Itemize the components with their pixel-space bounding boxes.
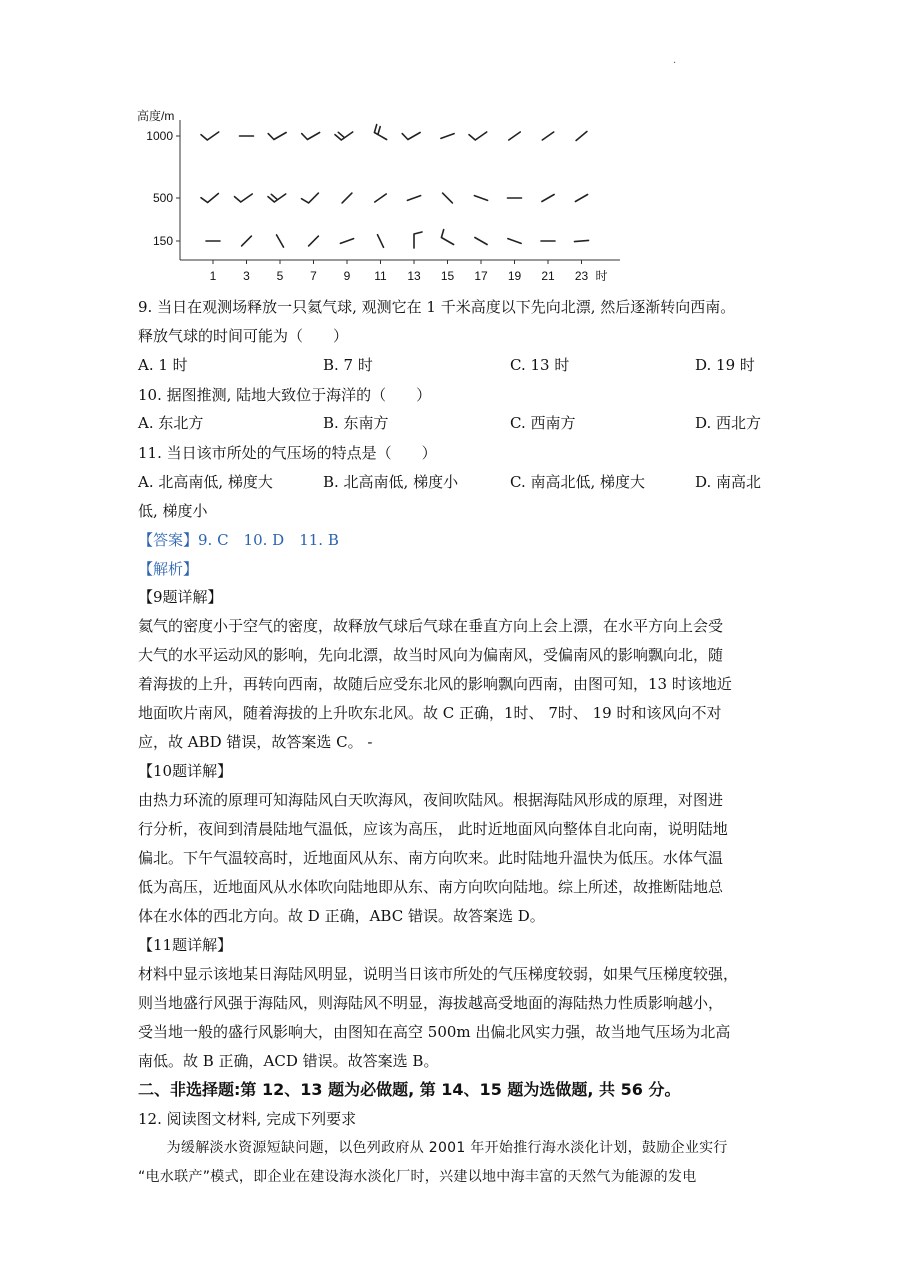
q11-detail-line: 材料中显示该地某日海陆风明显，说明当日该市所处的气压梯度较弱，如果气压梯度较强， (138, 965, 739, 983)
wind-barb (335, 132, 353, 140)
q11-option-b: B. 北高南低, 梯度小 (323, 473, 459, 491)
question-9-stem: 9. 当日在观测场释放一只氦气球, 观测它在 1 千米高度以下先向北漂, 然后逐渐转向西南。 (138, 298, 736, 316)
q9-option-d: D. 19 时 (695, 356, 755, 374)
wind-barbs (201, 125, 589, 248)
wind-barb (508, 239, 521, 244)
q10-detail-line: 低为高压，近地面风从水体吹向陆地即从东、南方向吹向陆地。综上所述，故推断陆地总 (138, 878, 724, 896)
material-text: 为缓解淡水资源短缺问题，以色列政府从 2001 年开始推行海水淡化计划，鼓励企业实行 (138, 1140, 728, 1156)
wind-barb (268, 194, 286, 202)
wind-barb (302, 193, 319, 203)
wind-barb (407, 196, 420, 201)
x-tick-label: 19 (507, 269, 522, 283)
question-12-stem: 12. 阅读图文材料, 完成下列要求 (138, 1110, 357, 1128)
q9-detail-line: 应，故 ABD 错误，故答案选 C。 - (138, 733, 373, 751)
wind-barb (474, 196, 487, 201)
x-tick-label: 7 (310, 269, 317, 283)
q10-detail-line: 体在水体的西北方向。故 D 正确，ABC 错误。故答案选 D。 (138, 907, 545, 925)
y-tick-label: 500 (152, 191, 173, 205)
wind-barb (242, 236, 252, 246)
x-tick-label: 13 (407, 269, 421, 283)
q10-option-a: A. 东北方 (138, 414, 204, 432)
wind-barb (469, 132, 487, 140)
x-tick-label: 23 (574, 269, 589, 283)
q9-detail-line: 大气的水平运动风的影响，先向北漂，故当时风向为偏南风，受偏南风的影响飘向北，随 (138, 646, 724, 664)
x-tick-label: 5 (276, 269, 284, 283)
q10-detail-line: 行分析，夜间到清晨陆地气温低，应该为高压， 此时近地面风向整体自北向南，说明陆地 (138, 820, 728, 838)
wind-barb (235, 194, 253, 202)
wind-barb-chart (125, 100, 625, 290)
q10-detail-line: 偏北。下午气温较高时，近地面风从东、南方向吹来。此时陆地升温快为低压。水体气温 (138, 849, 724, 867)
q9-detail-heading: 【9题详解】 (138, 588, 223, 606)
x-tick-label: 21 (541, 269, 555, 283)
q10-detail-line: 由热力环流的原理可知海陆风白天吹海风，夜间吹陆风。根据海陆风形成的原理，对图进 (138, 791, 724, 809)
question-9-stem-2: 释放气球的时间可能为（ ） (138, 327, 349, 345)
q11-option-d: D. 南高北 (695, 473, 762, 491)
wind-barb (268, 133, 286, 140)
x-tick-label: 1 (209, 269, 217, 283)
wind-barb (441, 230, 453, 245)
wind-barb (576, 132, 587, 141)
q10-option-c: C. 西南方 (510, 414, 576, 432)
y-axis-label: 高度/m (137, 109, 175, 123)
q11-detail-line: 则当地盛行风强于海陆风，则海陆风不明显，海拔越高受地面的海陆热力性质影响越小， (138, 994, 724, 1012)
q9-detail-line: 氦气的密度小于空气的密度，故释放气球后气球在垂直方向上会上漂，在水平方向上会受 (138, 617, 724, 635)
q9-option-c: C. 13 时 (510, 356, 570, 374)
x-tick-label: 9 (343, 269, 351, 283)
x-axis-unit: 时 (595, 269, 608, 283)
x-tick-label: 11 (374, 269, 387, 283)
wind-barb (542, 132, 553, 140)
wind-barb (378, 235, 384, 248)
wind-barb (575, 195, 587, 202)
wind-barb (509, 132, 520, 140)
q9-option-b: B. 7 时 (323, 356, 373, 374)
q9-option-a: A. 1 时 (138, 356, 188, 374)
wind-barb (375, 194, 386, 202)
wind-barb (374, 125, 386, 140)
section-heading: 二、非选择题:第 12、13 题为必做题, 第 14、15 题为选做题, 共 56 分。 (138, 1080, 681, 1099)
wind-barb (201, 132, 219, 140)
q11-option-c: C. 南高北低, 梯度大 (510, 473, 646, 491)
q11-option-a: A. 北高南低, 梯度大 (138, 473, 273, 491)
wind-barb (441, 134, 454, 139)
q11-detail-line: 受当地一般的盛行风影响大，由图知在高空 500m 出偏北风实力强，故当地气压场为北高 (138, 1023, 731, 1041)
wind-barb (443, 193, 453, 203)
wind-barb (542, 195, 554, 202)
page-dot: · (673, 58, 677, 69)
wind-barb (475, 238, 487, 245)
wind-barb (402, 133, 420, 140)
wind-barb (309, 236, 319, 246)
question-10-stem: 10. 据图推测, 陆地大致位于海洋的（ ） (138, 386, 432, 404)
q10-detail-heading: 【10题详解】 (138, 762, 233, 780)
wind-barb (340, 239, 353, 244)
q11-detail-heading: 【11题详解】 (138, 936, 233, 954)
x-tick-label: 17 (474, 269, 488, 283)
y-tick-label: 150 (152, 234, 173, 248)
x-tick-label: 15 (440, 269, 455, 283)
x-tick-label: 3 (243, 269, 250, 283)
q9-detail-line: 着海拔的上升，再转向西南，故随后应受东北风的影响飘向西南，由图可知，13 时该地近 (138, 675, 732, 693)
material-text: “电水联产”模式，即企业在建设海水淡化厂时，兴建以地中海丰富的天然气为能源的发电 (138, 1169, 697, 1185)
wind-barb (342, 193, 352, 203)
q11-detail-line: 南低。故 B 正确，ACD 错误。故答案选 B。 (138, 1052, 439, 1070)
analysis-heading: 【解析】 (138, 560, 199, 578)
q9-detail-line: 地面吹片南风，随着海拔的上升吹东北风。故 C 正确，1时、 7时、 19 时和该风向不对 (138, 704, 722, 722)
question-11-stem: 11. 当日该市所处的气压场的特点是（ ） (138, 444, 437, 462)
q10-option-b: B. 东南方 (323, 414, 389, 432)
q11-option-d-cont: 低, 梯度小 (138, 502, 208, 520)
answer-line: 【答案】9. C 10. D 11. B (138, 531, 339, 549)
wind-barb (201, 194, 218, 203)
wind-barb (414, 232, 422, 248)
q10-option-d: D. 西北方 (695, 414, 762, 432)
y-tick-label: 1000 (146, 129, 173, 143)
wind-barb (302, 133, 320, 140)
wind-barb (575, 240, 589, 241)
wind-barb (277, 235, 284, 247)
